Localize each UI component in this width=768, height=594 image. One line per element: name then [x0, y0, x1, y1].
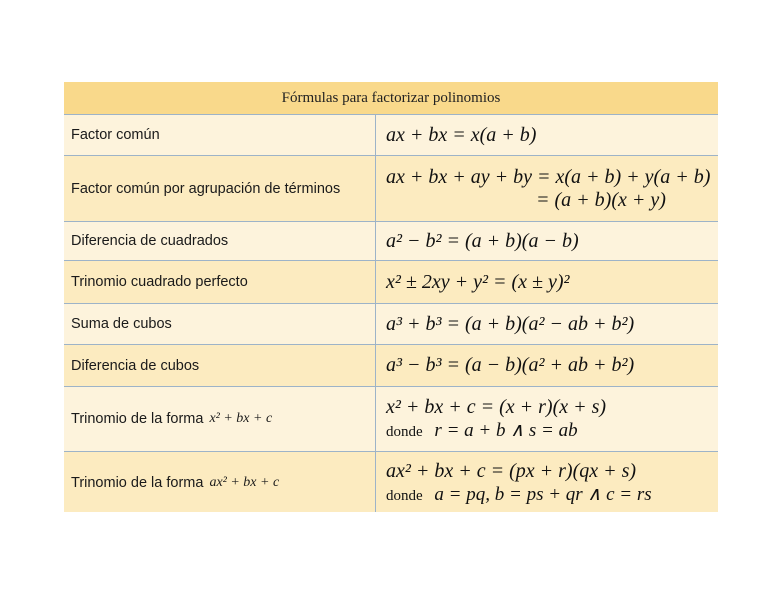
- formula-condition: [386, 419, 718, 442]
- formula-line: x² + bx + c = (x + r)(x + s): [386, 396, 607, 418]
- row-name-text: Trinomio de la forma: [71, 474, 204, 491]
- row-name: Diferencia de cuadrados: [64, 222, 376, 260]
- table-row: [64, 114, 718, 155]
- row-name: Factor común: [64, 115, 376, 155]
- row-name-math: x² + bx + c: [209, 411, 273, 426]
- formula-line: ax + bx + ay + by = x(a + b) + y(a + b): [386, 165, 711, 188]
- formula-line: x² ± 2xy + y² = (x ± y)²: [386, 270, 570, 293]
- condition-math: r = a + b ∧ s = ab: [434, 420, 578, 441]
- formula-line: a² − b² = (a + b)(a − b): [386, 229, 579, 252]
- formula-line: a³ − b³ = (a − b)(a² + ab + b²): [386, 354, 635, 376]
- table-row: [64, 344, 718, 386]
- condition-math: a = pq, b = ps + qr ∧ c = rs: [434, 483, 652, 505]
- row-formula: [376, 261, 718, 303]
- row-formula: [376, 345, 718, 386]
- row-name: Suma de cubos: [64, 304, 376, 344]
- condition-label: donde: [386, 424, 423, 440]
- formula-condition: [386, 483, 718, 506]
- row-name: Diferencia de cubos: [64, 345, 376, 386]
- table-row: [64, 260, 718, 303]
- table-title: Fórmulas para factorizar polinomios: [64, 82, 718, 114]
- formula-line: a³ + b³ = (a + b)(a² − ab + b²): [386, 312, 635, 335]
- table-row: [64, 155, 718, 221]
- formula-line: ax + bx = x(a + b): [386, 123, 537, 146]
- row-formula: [376, 156, 718, 221]
- table-row: [64, 451, 718, 512]
- row-name: [64, 452, 376, 512]
- row-name-math: ax² + bx + c: [209, 474, 280, 490]
- formula-line: ax² + bx + c = (px + r)(qx + s): [386, 459, 637, 482]
- row-name-text: Trinomio de la forma: [71, 411, 204, 427]
- table-row: [64, 386, 718, 451]
- row-name: Factor común por agrupación de términos: [64, 156, 376, 221]
- row-formula: [376, 304, 718, 344]
- table-row: [64, 303, 718, 344]
- row-formula: [376, 222, 718, 260]
- row-formula: [376, 452, 718, 512]
- row-formula: [376, 387, 718, 451]
- row-name: Trinomio cuadrado perfecto: [64, 261, 376, 303]
- row-name: [64, 387, 376, 451]
- condition-label: donde: [386, 487, 423, 504]
- row-formula: [376, 115, 718, 155]
- formulas-table: [64, 82, 718, 512]
- table-row: [64, 221, 718, 260]
- formula-line-2: = (a + b)(x + y): [536, 188, 666, 211]
